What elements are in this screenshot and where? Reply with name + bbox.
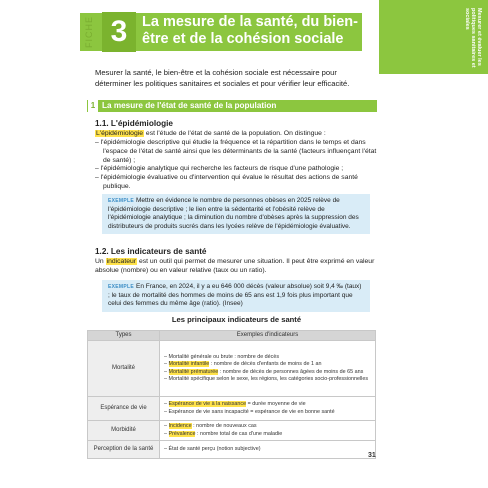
row-examples xyxy=(160,397,376,421)
indicator-term: Prévalence xyxy=(168,430,196,437)
indicator-term: Incidence xyxy=(168,423,192,430)
indicator-text: – xyxy=(164,423,169,430)
example-box-indicateurs xyxy=(102,280,370,312)
subsection-title-epidemiologie: 1.1. L'épidémiologie xyxy=(95,119,173,128)
table-header-row xyxy=(88,331,376,341)
indicator-text: : nombre de nouveaux cas xyxy=(191,423,257,430)
example-box-epidemiologie xyxy=(102,194,370,234)
indicator-text: – Mortalité spécifique selon le sexe, les régions, les catégories socio-professionnelles xyxy=(164,375,369,382)
side-tab-label: Mesurer et évaluer les politiques sanitaires et sociales xyxy=(464,8,482,68)
indicator-item xyxy=(164,354,371,361)
indicators-table xyxy=(87,330,376,459)
indicator-text: : nombre de décès d'enfants de moins de 1 an xyxy=(209,361,322,368)
row-examples xyxy=(160,441,376,459)
row-type: Espérance de vie xyxy=(88,397,160,421)
definition-text: est l'étude de l'état de santé de la population. On distingue : xyxy=(144,130,326,137)
section-title: La mesure de l'état de santé de la population xyxy=(102,101,277,110)
list-item: – l'épidémiologie descriptive qui étudie la fréquence et la répartition dans le temps et dans l'espace de l'état de santé ainsi que les déterminants de la santé (facteurs influençant l'état de santé) ; xyxy=(95,139,377,164)
table-row xyxy=(88,441,376,459)
table-row xyxy=(88,341,376,397)
header-types: Types xyxy=(88,331,160,341)
indicator-item xyxy=(164,401,371,408)
indicator-text: – xyxy=(164,361,169,368)
page-number: 31 xyxy=(368,452,376,459)
indicator-text: : nombre de décès de personnes âgées de moins de 65 ans xyxy=(218,368,364,375)
row-type: Mortalité xyxy=(88,341,160,397)
example-text: Mettre en évidence le nombre de personnes obèses en 2025 relève de l'épidémiologie descriptive ; le lien entre la sédentarité et l'obésité relève de l'épidémiologie analytique ; la diminution du nombre d'obèses après la suppression des distributeurs de produits sucrés dans les lycées relève de l'épidémiologie évaluative. xyxy=(108,197,359,230)
example-text: En France, en 2024, il y a eu 646 000 décès (valeur absolue) soit 9,4 ‰ (taux) ; le taux de mortalité des hommes de moins de 65 ans est 1,9 fois plus important que celui des femmes du même âge (ratio). (Insee) xyxy=(108,283,362,308)
indicator-text: = durée moyenne de vie xyxy=(246,401,306,408)
indicator-item xyxy=(164,376,371,383)
fiche-number: 3 xyxy=(110,15,128,48)
indicator-text: – État de santé perçu (notion subjective) xyxy=(164,445,261,452)
indicator-term: Mortalité prématurée xyxy=(168,368,219,375)
example-tag: EXEMPLE xyxy=(108,198,134,204)
indicator-text: – Espérance de vie sans incapacité = espérance de vie en bonne santé xyxy=(164,408,335,415)
row-examples xyxy=(160,421,376,441)
subsection-title-indicateurs: 1.2. Les indicateurs de santé xyxy=(95,247,207,256)
example-tag: EXEMPLE xyxy=(108,284,134,290)
indicator-item xyxy=(164,431,371,438)
indicator-text: – Mortalité générale ou brute : nombre de décès xyxy=(164,354,280,361)
indicator-term: Mortalité infantile xyxy=(168,361,210,368)
definition-text: est un outil qui permet de mesurer une situation. Il peut être exprimé en valeur absolue (nombre) ou en valeur relative (taux ou un ratio). xyxy=(95,258,375,274)
page-title: La mesure de la santé, du bien-être et de la cohésion sociale xyxy=(142,14,358,47)
list-item: – l'épidémiologie analytique qui recherche les facteurs de risque d'une pathologie ; xyxy=(95,165,344,173)
indicator-item xyxy=(164,423,371,430)
section-number: 1 xyxy=(88,100,98,112)
term-indicateur: indicateur xyxy=(106,258,137,265)
row-type: Morbidité xyxy=(88,421,160,441)
list-item: – l'épidémiologie évaluative ou d'intervention qui évalue le résultat des actions de santé publique. xyxy=(95,174,358,190)
fiche-label: FICHE xyxy=(84,16,94,48)
header-examples: Exemples d'indicateurs xyxy=(160,331,376,341)
indicator-text: : nombre total de cas d'une maladie xyxy=(195,430,283,437)
table-row xyxy=(88,397,376,421)
indicator-item xyxy=(164,446,371,453)
epidemiologie-definition xyxy=(95,130,378,139)
row-type: Perception de la santé xyxy=(88,441,160,459)
table-row xyxy=(88,421,376,441)
intro-paragraph: Mesurer la santé, le bien-être et la cohésion sociale est nécessaire pour déterminer les politiques sanitaires et sociales et pour vérifier leur efficacité. xyxy=(95,68,350,88)
epidemiologie-list xyxy=(95,139,378,192)
table-title: Les principaux indicateurs de santé xyxy=(171,315,302,324)
indicator-item xyxy=(164,369,371,376)
indicator-text: – xyxy=(164,368,169,375)
indicator-text: – xyxy=(164,430,169,437)
indicateur-definition xyxy=(95,258,378,276)
definition-prefix: Un xyxy=(95,258,106,265)
term-epidemiologie: L'épidémiologie xyxy=(96,130,144,137)
indicator-text: – xyxy=(164,401,169,408)
indicator-item xyxy=(164,409,371,416)
indicator-term: Espérance de vie à la naissance xyxy=(168,401,247,408)
indicator-item xyxy=(164,361,371,368)
row-examples xyxy=(160,341,376,397)
